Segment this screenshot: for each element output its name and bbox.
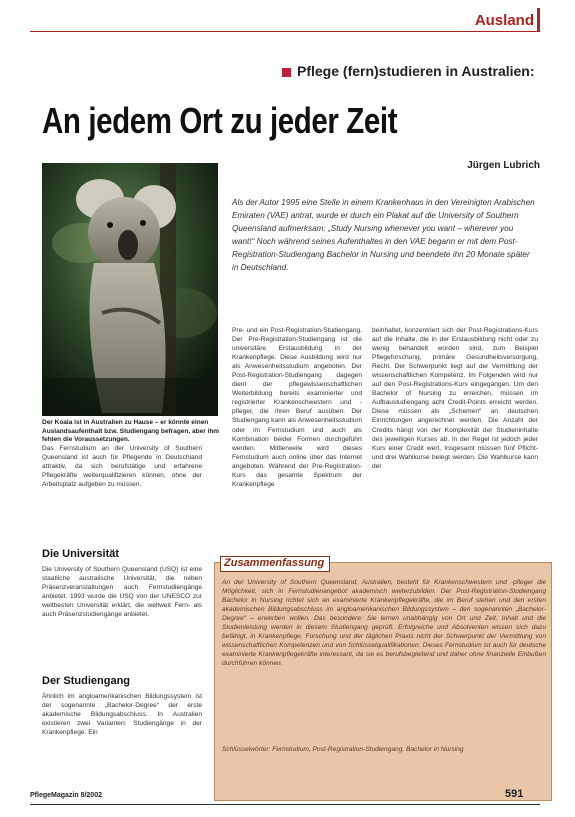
footer-rule bbox=[30, 804, 540, 805]
kicker-square-icon bbox=[282, 68, 291, 77]
university-paragraph bbox=[42, 565, 202, 619]
page-number: 591 bbox=[505, 788, 524, 800]
middle-column bbox=[232, 326, 362, 489]
author-name: Jürgen Lubrich bbox=[467, 160, 540, 171]
heading-degree: Der Studiengang bbox=[42, 675, 131, 687]
degree-text: Ähnlich im angloamerikanischen Bildungssystem ist der sogenannte „Bachelor-Degree“ der erste akademische Bildungsabschluss. In Australien existieren zwei Varianten: Studiengänge in der Krankenpflege. Ein bbox=[42, 693, 202, 737]
summary-text: An der University of Southern Queensland, Australien, besteht für Krankenschwestern und -pfleger die Möglichkeit, sich in Fernstudienangebot akademisch weiterzubilden. Der Post-Registration-Studiengang Bachelor in Nursing richtet sich an examinierte Krankenpflegekräfte, die im Beruf stehen und den ersten akademischen Bildungsabschluss im angloamerikanischen Bildungssystem – den sogenannten „Bachelor-Degree“ – erwerben wollen. Das besondere: Sie lernen unabhängig von Ort und Zeit. Inhalt und die Studienleistung werden in diesem Studiengang geprüft. Erfolgreiche und Absolventen wissen sich dazu befähigt, in Krankenpflege, Forschung und der täglichen Praxis nicht der Schwerpunkt der Vermittlung von wissenschaftlichen Kompetenzen und von Schlüsselqualifikationen. Dieses Fernstudium ist auch für deutsche examinierte Krankenpflegekräfte interessant, da sie es berufsbegleitend und daher ohne finanzielle Einbußen durchführen können. bbox=[222, 579, 546, 668]
right-column bbox=[372, 326, 538, 471]
lead-paragraph: Als der Autor 1995 eine Stelle in einem Krankenhaus in den Vereinigten Arabischen Emiraten (VAE) antrat, wurde er durch ein Plakat auf die University of Southern Queensland aufmerksam: „Study Nursing whenever you want – wherever you want!“ Noch während seines Aufenthaltes in den VAE begann er mit dem Post-Registration-Studiengang Bachelor in Nursing und beendete ihn 20 Monate später in Deutschland. bbox=[232, 198, 535, 272]
right-column-text: beinhaltet, konzentriert sich der Post-Registrations-Kurs auf die Inhalte, die in der Erstausbildung nicht oder zu wenig behandelt worden sind, zum Beispiel Pflegeforschung, primäre Gesundheitsversorgung, Recht. Der Schwerpunkt liegt auf der Vermittlung der wissenschaftlichen Kompetenz. Im Folgenden wird nur auf den Post-Registrations-Kurs eingegangen. Um den Bachelor of Nursing zu erreichen, müssen im Aufbaustudiengang acht Credit-Points erreicht werden. Diese müssen als „Schemen“ an deutschen Einrichtungen angerechnet werden. Die Anzahl der Credits hängt von der Komplexität der Studieninhalte des jeweiligen Kurses ab. In der Regel ist jedoch jeder Kurs einer Credit wert. Insgesamt müssen fünf Pflicht- und drei Wahlkurse belegt werden. Die Wahlkurse kann der bbox=[372, 327, 538, 470]
koala-photo bbox=[42, 163, 218, 416]
intro-paragraph bbox=[42, 444, 202, 489]
photo-caption: Der Koala ist in Australien zu Hause – er könnte einen Auslandsaufenthalt bzw. Studiengang befragen, aber ihm fehlen die Voraussetzungen. bbox=[42, 419, 220, 443]
kicker: Pflege (fern)studieren in Australien: bbox=[297, 63, 535, 79]
middle-column-text: Pre- und ein Post-Registration-Studiengang. Der Pre-Registration-Studiengang ist die universitäre Erstausbildung in der Krankenpflege. Diese Ausbildung wird nur als Anwesenheitsstudium angeboten. Der Post-Registration-Studiengang dagegen dient der pflegewissenschaftlichen Weiterbildung bereits examinierter und registrierter Krankenschwestern und -pfleger, die ihren Beruf ausüben. Der Studiengang kann als Anwesenheitsstudium oder im Fernstudium und auch als Kombination beider Formen durchgeführt werden. Mittlerweile wird dieses Fernstudium auch online über das Internet angeboten. Während der Pre-Registration-Kurs das gesamte Spektrum der Krankenpflege bbox=[232, 327, 362, 488]
journal-issue: PflegeMagazin 8/2002 bbox=[30, 792, 102, 799]
section-marker bbox=[537, 8, 540, 32]
degree-paragraph bbox=[42, 692, 202, 737]
university-text: Die University of Southern Queensland (USQ) ist eine staatliche australische Universität, die neben Präsenzveranstaltungen auch Fernstudiengänge anbietet. 1993 wurde die USQ von der UNESCO zur weltbesten Universität erklärt, die weltweit Fern- als auch Präsenzstudiengänge anbietet. bbox=[42, 566, 202, 619]
header-rule bbox=[30, 31, 540, 32]
summary-keywords: Schlüsselwörter: Fernstudium, Post-Registration-Studiengang, Bachelor in Nursing bbox=[222, 746, 464, 753]
heading-university: Die Universität bbox=[42, 548, 120, 560]
intro-text: Das Fernstudium an der University of Southern Queensland ist auch für Pflegende in Deutschland attraktiv, da sich berufstätige und erfahrene Pflegekräfte weiterqualifizieren können, ohne der Arbeitsplatz aufgeben zu müssen. bbox=[42, 445, 202, 489]
summary-title: Zusammenfassung bbox=[224, 557, 325, 569]
article-headline: An jedem Ort zu jeder Zeit bbox=[42, 100, 398, 141]
section-label: Ausland bbox=[474, 12, 534, 29]
